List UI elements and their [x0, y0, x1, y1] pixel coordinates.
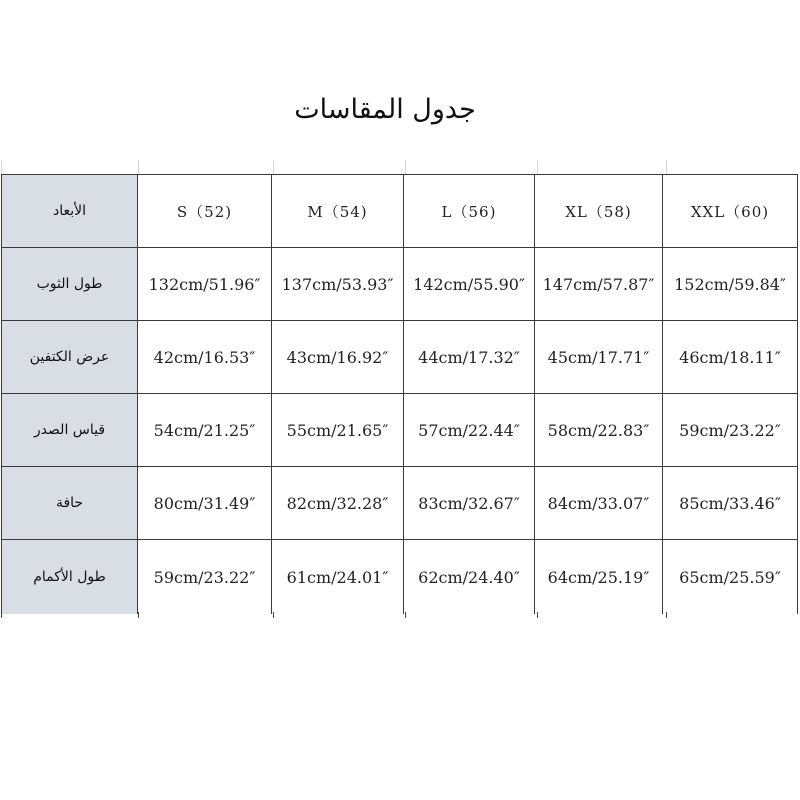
table-cell: 80cm/31.49″ — [138, 467, 272, 540]
table-cell: 152cm/59.84″ — [663, 248, 798, 321]
table-cell: 45cm/17.71″ — [535, 321, 663, 394]
table-row — [2, 540, 798, 615]
table-row — [2, 394, 798, 467]
table-cell: 137cm/53.93″ — [272, 248, 404, 321]
table-cell: 64cm/25.19″ — [535, 540, 663, 615]
dimensions-header-label: الأبعاد — [52, 203, 87, 219]
table-cell: 84cm/33.07″ — [535, 467, 663, 540]
table-cell: 61cm/24.01″ — [272, 540, 404, 615]
table-cell: 59cm/23.22″ — [138, 540, 272, 615]
table-cell: 46cm/18.11″ — [663, 321, 798, 394]
size-header-xxl: XXL（60) — [663, 175, 798, 248]
size-header-l: L（56) — [404, 175, 535, 248]
row-label-text: طول الأكمام — [33, 569, 106, 585]
table-cell: 43cm/16.92″ — [272, 321, 404, 394]
row-label-text: حافة — [55, 495, 84, 511]
table-cell: 58cm/22.83″ — [535, 394, 663, 467]
table-row — [2, 467, 798, 540]
dimensions-header-cell — [2, 175, 138, 248]
row-label-text: عرض الكتفين — [29, 349, 110, 365]
header-row — [2, 175, 798, 248]
table-cell: 85cm/33.46″ — [663, 467, 798, 540]
table-cell: 44cm/17.32″ — [404, 321, 535, 394]
row-label — [2, 394, 138, 467]
row-label — [2, 248, 138, 321]
table-cell: 132cm/51.96″ — [138, 248, 272, 321]
table-cell: 147cm/57.87″ — [535, 248, 663, 321]
table-cell: 142cm/55.90″ — [404, 248, 535, 321]
row-label — [2, 467, 138, 540]
table-cell: 65cm/25.59″ — [663, 540, 798, 615]
table-cell: 42cm/16.53″ — [138, 321, 272, 394]
table-cell: 83cm/32.67″ — [404, 467, 535, 540]
table-top-ghost-lines — [0, 160, 800, 174]
size-header-s: S（52) — [138, 175, 272, 248]
table-row — [2, 248, 798, 321]
table-cell: 59cm/23.22″ — [663, 394, 798, 467]
table-bottom-ghost-lines — [0, 612, 800, 618]
size-header-m: M（54) — [272, 175, 404, 248]
size-header-xl: XL（58) — [535, 175, 663, 248]
row-label-text: قياس الصدر — [33, 422, 106, 438]
size-table — [1, 174, 798, 614]
table-cell: 82cm/32.28″ — [272, 467, 404, 540]
table-cell: 54cm/21.25″ — [138, 394, 272, 467]
row-label-text: طول الثوب — [36, 276, 103, 292]
row-label — [2, 321, 138, 394]
table-cell: 57cm/22.44″ — [404, 394, 535, 467]
chart-title: جدول المقاسات — [294, 94, 476, 125]
table-cell: 62cm/24.40″ — [404, 540, 535, 615]
table-cell: 55cm/21.65″ — [272, 394, 404, 467]
table-row — [2, 321, 798, 394]
row-label — [2, 540, 138, 615]
